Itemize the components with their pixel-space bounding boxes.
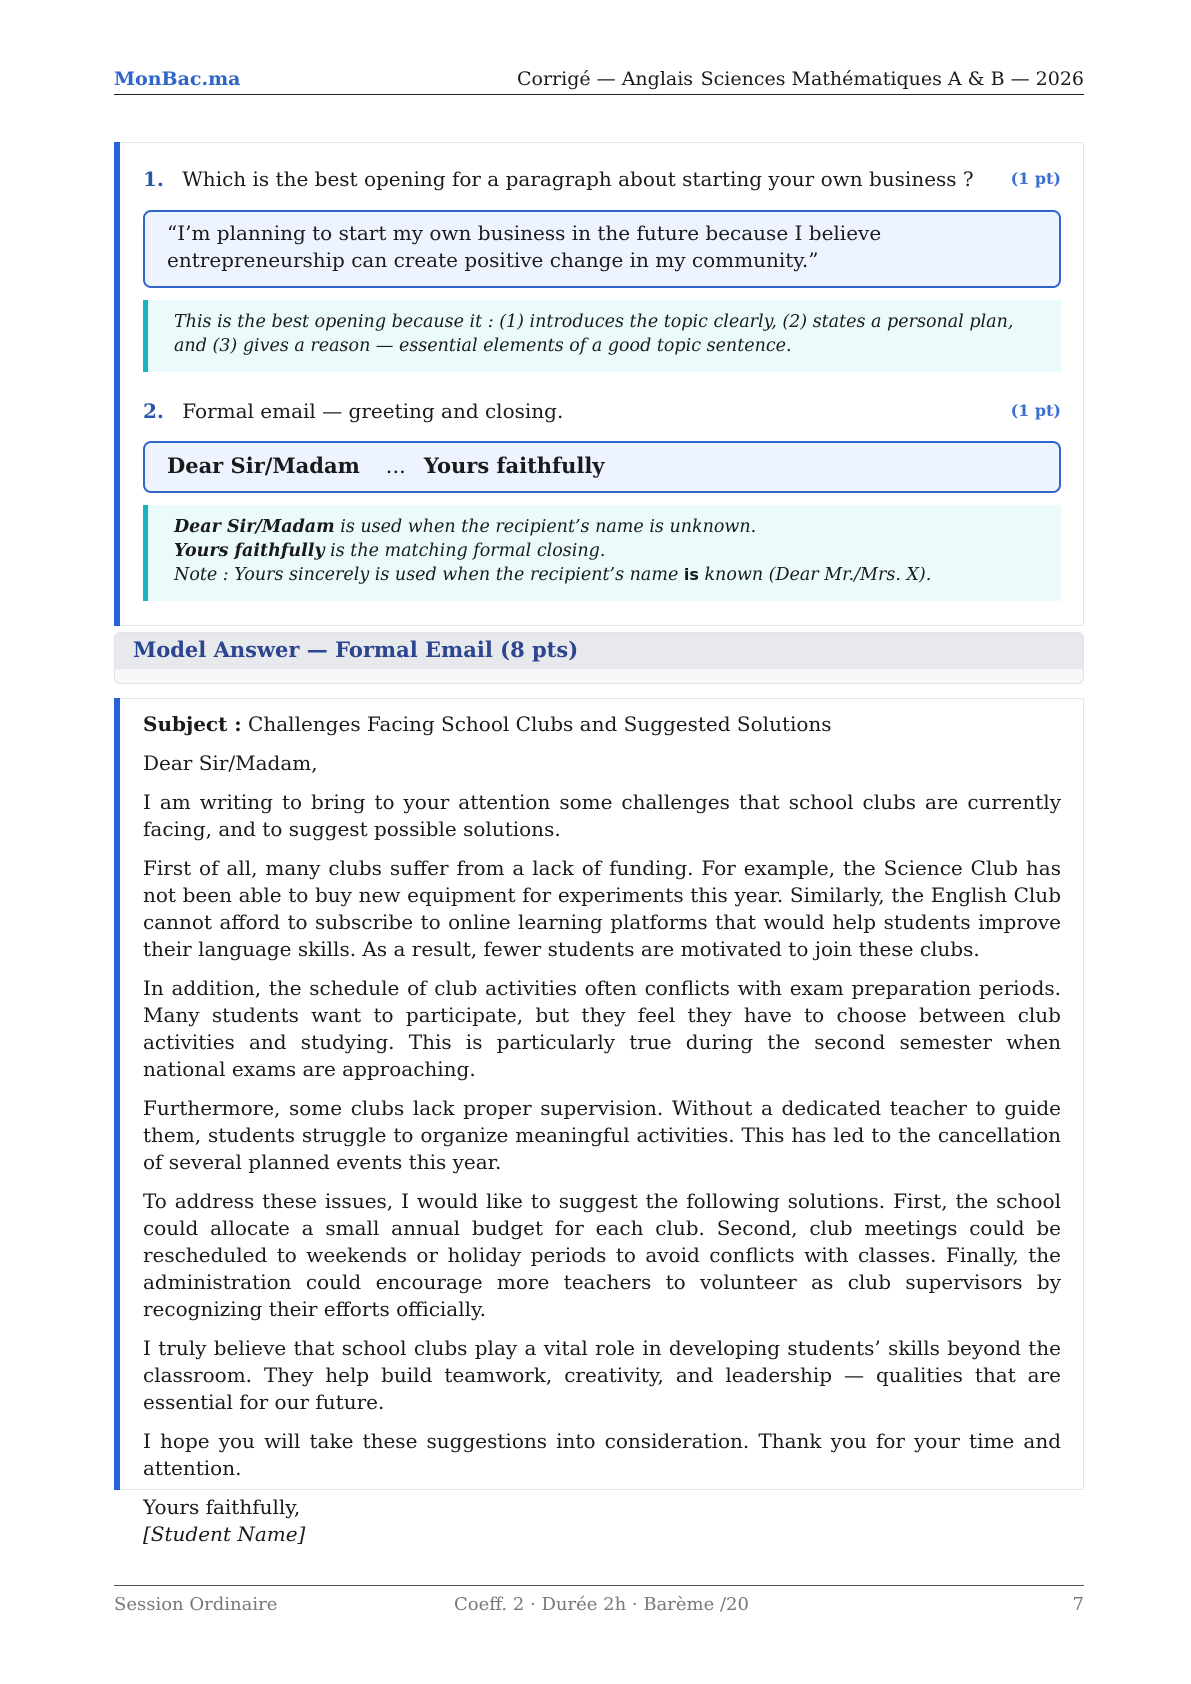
explanation-text: This is the best opening because it : (1) introduces the topic clearly, (2) states a personal plan, and (3) gives a reason — essential elements of a good topic sentence. (174, 312, 1014, 356)
explanation-bold-term: Dear Sir/Madam (174, 517, 335, 537)
email-paragraph: In addition, the schedule of club activities often conflicts with exam preparation periods. Many students want to participate, but they feel they have to choose between club activities and studying. This is particularly true during the second semester when national exams are approaching. (143, 976, 1061, 1081)
question-number: 1. (143, 167, 164, 191)
model-email-card (114, 698, 1084, 1546)
email-paragraph: Furthermore, some clubs lack proper supervision. Without a dedicated teacher to guide them, students struggle to organize meaningful activities. This has led to the cancellation of several planned events this year. (143, 1096, 1061, 1174)
footer-exam-info: Coeff. 2 · Durée 2h · Barème /20 (454, 1594, 749, 1615)
answer-separator: ... (385, 454, 406, 478)
email-greeting: Dear Sir/Madam, (143, 751, 318, 775)
explanation-text: is used when the recipient’s name is unknown. (334, 517, 757, 537)
footer-session: Session Ordinaire (114, 1594, 278, 1615)
email-subject-label: Subject : (143, 712, 242, 736)
question-2 (143, 399, 1061, 423)
explanation-line-1 (174, 515, 1039, 539)
card-accent-bar (114, 698, 120, 1490)
explanation-bold-term: is (683, 565, 699, 584)
email-paragraph: First of all, many clubs suffer from a lack of funding. For example, the Science Club has not been able to buy new equipment for experiments this year. Similarly, the English Club cannot afford to subscribe to online learning platforms that would help students improve their language skills. As a result, fewer students are motivated to join these clubs. (143, 856, 1061, 961)
model-answer-header (114, 632, 1084, 684)
explanation-bold-term: Yours faithfully (174, 541, 325, 561)
explanation-box-1 (143, 300, 1061, 372)
explanation-line-2 (174, 539, 1039, 563)
answer-box-2 (143, 441, 1061, 493)
answer-closing: Yours faithfully (423, 453, 605, 478)
email-paragraph: I truly believe that school clubs play a vital role in developing students’ skills beyond the classroom. They help build teamwork, creativity, and leadership — qualities that are essential for our future. (143, 1336, 1061, 1414)
header-series: Sciences Mathématiques A & B — 2026 (700, 68, 1084, 90)
model-answer-title: Model Answer — Formal Email (8 pts) (133, 637, 579, 662)
explanation-line-3 (174, 563, 1039, 587)
page-header (114, 66, 1084, 95)
explanation-box-2 (143, 505, 1061, 601)
email-subject-line (143, 711, 1061, 738)
questions-card (114, 142, 1084, 626)
footer-page-number: 7 (1072, 1594, 1084, 1615)
email-subject-text: Challenges Facing School Clubs and Suggested Solutions (241, 712, 832, 736)
page-footer (114, 1585, 1084, 1615)
email-paragraph: I am writing to bring to your attention some challenges that school clubs are currently facing, and to suggest possible solutions. (143, 790, 1061, 841)
question-text: Which is the best opening for a paragraph about starting your own business ? (182, 167, 974, 191)
explanation-text: is the matching formal closing. (324, 541, 606, 561)
answer-box-1 (143, 210, 1061, 288)
question-1 (143, 167, 1061, 191)
question-points: (1 pt) (1010, 401, 1061, 420)
email-closing-block (143, 1494, 1061, 1548)
model-answer-header-strip (115, 669, 1083, 683)
email-paragraph: To address these issues, I would like to suggest the following solutions. First, the school could allocate a small annual budget for each club. Second, club meetings could be rescheduled to weekends or holiday periods to avoid conflicts with classes. Finally, the administration could encourage more teachers to volunteer as club supervisors by recognizing their efforts officially. (143, 1189, 1061, 1321)
email-signature: [Student Name] (143, 1522, 306, 1546)
email-paragraph: I hope you will take these suggestions into consideration. Thank you for your time and attention. (143, 1429, 1061, 1480)
email-closing: Yours faithfully, (143, 1495, 301, 1519)
header-subject: Corrigé — Anglais (517, 68, 694, 90)
question-points: (1 pt) (1010, 169, 1061, 188)
explanation-text: Note : Yours sincerely is used when the recipient’s name (174, 565, 684, 585)
brand-logo-text[interactable]: MonBac.ma (114, 68, 241, 90)
question-text: Formal email — greeting and closing. (182, 399, 564, 423)
answer-text: “I’m planning to start my own business in the future because I believe entrepreneurship can create positive change in my community.” (167, 221, 882, 272)
email-body (143, 711, 1061, 1548)
answer-greeting: Dear Sir/Madam (167, 453, 360, 478)
explanation-text: known (Dear Mr./Mrs. X). (698, 565, 932, 585)
question-number: 2. (143, 399, 164, 423)
card-accent-bar (114, 142, 120, 626)
